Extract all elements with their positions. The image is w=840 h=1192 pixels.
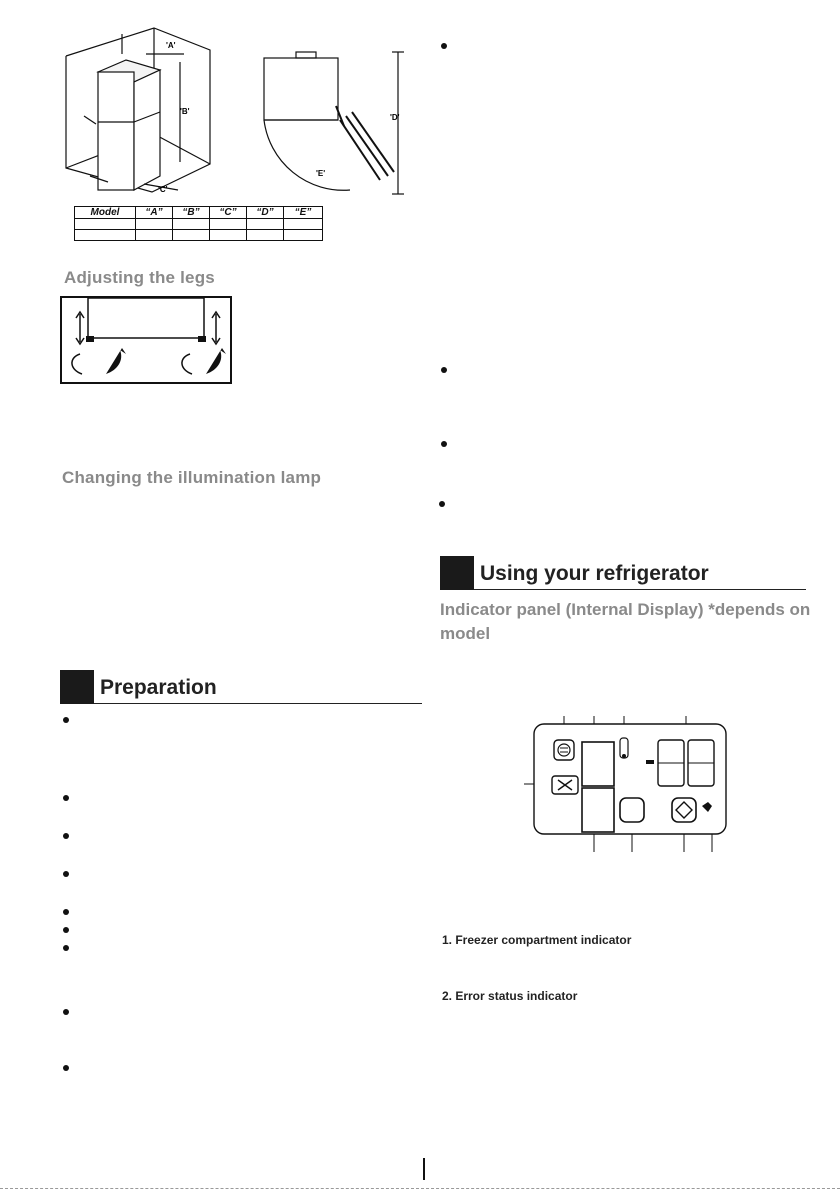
col-a: “A” xyxy=(136,207,173,219)
table-row xyxy=(75,219,323,230)
heading-adjusting-legs: Adjusting the legs xyxy=(64,268,215,287)
section-rule xyxy=(474,589,806,590)
section-rule xyxy=(94,703,422,704)
bullet xyxy=(441,367,447,373)
bullet xyxy=(439,501,445,507)
heading-indicator-panel: Indicator panel (Internal Display) *depends on model xyxy=(440,600,811,643)
heading-using-refrigerator: Using your refrigerator xyxy=(480,562,709,585)
indicator-panel-diagram xyxy=(516,714,730,854)
bullet xyxy=(63,909,69,915)
label-c: 'C' xyxy=(158,185,168,194)
bullet xyxy=(63,871,69,877)
col-e: “E” xyxy=(284,207,323,219)
col-d: “D” xyxy=(247,207,284,219)
table-row xyxy=(75,230,323,241)
bullet xyxy=(63,1065,69,1071)
bullet xyxy=(63,945,69,951)
label-d: 'D' xyxy=(390,113,400,122)
bullet xyxy=(441,43,447,49)
dimensions-table xyxy=(74,206,323,241)
legs-adjust-diagram xyxy=(60,296,232,384)
fridge-clearance-diagram xyxy=(60,24,220,196)
page-divider xyxy=(423,1158,425,1180)
heading-preparation: Preparation xyxy=(100,676,217,699)
item-freezer-indicator: 1. Freezer compartment indicator xyxy=(442,933,632,947)
bullet xyxy=(63,927,69,933)
col-c: “C” xyxy=(210,207,247,219)
table-header-row xyxy=(75,207,323,219)
bullet xyxy=(63,833,69,839)
door-swing-diagram xyxy=(258,44,418,200)
col-b: “B” xyxy=(173,207,210,219)
heading-changing-lamp: Changing the illumination lamp xyxy=(62,468,322,487)
col-model: Model xyxy=(75,207,136,219)
item-error-status: 2. Error status indicator xyxy=(442,989,578,1003)
bullet xyxy=(441,441,447,447)
label-b: 'B' xyxy=(180,107,190,116)
section-marker xyxy=(440,556,474,590)
bullet xyxy=(63,795,69,801)
preparation-section-header xyxy=(60,670,422,702)
using-section-header xyxy=(440,556,808,588)
section-marker xyxy=(60,670,94,704)
label-e: 'E' xyxy=(316,169,326,178)
label-a: 'A' xyxy=(166,41,176,50)
bullet xyxy=(63,1009,69,1015)
footer-line xyxy=(0,1188,840,1189)
bullet xyxy=(63,717,69,723)
